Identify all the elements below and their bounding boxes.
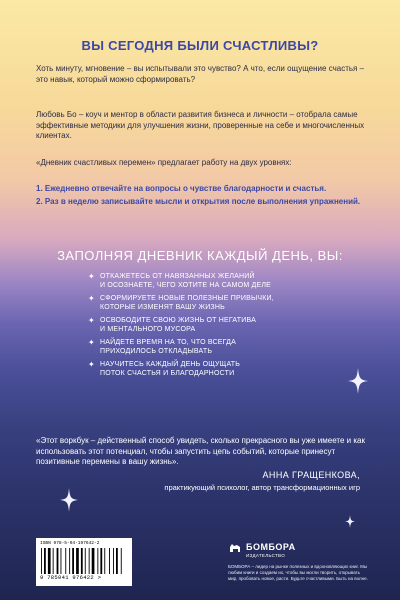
benefit-item — [88, 316, 328, 336]
sparkle-star-icon — [60, 488, 78, 512]
publisher-subtitle: ИЗДАТЕЛЬСТВО — [246, 553, 286, 558]
publisher-block — [228, 540, 368, 582]
intro-paragraph-3: «Дневник счастливых перемен» предлагает работу на двух уровнях: — [36, 158, 292, 167]
benefit-text: ОТКАЖЕТЕСЬ ОТ НАВЯЗАННЫХ ЖЕЛАНИЙ И ОСОЗНАЕТЕ, ЧЕГО ХОТИТЕ НА САМОМ ДЕЛЕ — [100, 273, 271, 289]
intro-paragraph-2: Любовь Бо – коуч и ментор в области развития бизнеса и личности – отобрала самые эффективные методики для улучшения жизни, проверенные на себе и многочисленных клиентах. — [36, 110, 365, 140]
benefits-list — [88, 272, 328, 382]
benefit-item — [88, 272, 328, 292]
sparkle-star-icon — [348, 368, 368, 394]
section-title: ЗАПОЛНЯЯ ДНЕВНИК КАЖДЫЙ ДЕНЬ, ВЫ: — [57, 248, 343, 263]
barcode-bars — [40, 548, 128, 574]
author-role: практикующий психолог, автор трансформационных игр — [164, 483, 360, 492]
author-name: АННА ГРАЩЕНКОВА, — [262, 470, 360, 480]
sparkle-icon: ✦ — [88, 360, 95, 369]
benefit-item — [88, 338, 328, 358]
sparkle-icon: ✦ — [88, 272, 95, 281]
benefit-text: СФОРМИРУЕТЕ НОВЫЕ ПОЛЕЗНЫЕ ПРИВЫЧКИ, КОТОРЫЕ ИЗМЕНЯТ ВАШУ ЖИЗНЬ — [100, 295, 274, 311]
barcode — [36, 538, 132, 586]
steps-list — [36, 184, 366, 209]
quote-author — [164, 470, 360, 492]
benefit-text: НАЙДЕТЕ ВРЕМЯ НА ТО, ЧТО ВСЕГДА ПРИХОДИЛОСЬ ОТКЛАДЫВАТЬ — [100, 339, 236, 355]
step-2: 2. Раз в неделю записывайте мысли и открытия после выполнения упражнений. — [36, 196, 361, 206]
publisher-name: БОМБОРА — [246, 542, 296, 552]
dog-logo-icon — [228, 540, 242, 554]
step-1: 1. Ежедневно отвечайте на вопросы о чувстве благодарности и счастья. — [36, 184, 327, 193]
benefit-item — [88, 360, 328, 380]
sparkle-icon: ✦ — [88, 294, 95, 303]
barcode-number: 9 785041 976422 > — [40, 574, 102, 581]
isbn-text: ISBN 978-5-04-197642-2 — [40, 541, 100, 546]
publisher-description: БОМБОРА – лидер на рынке полезных и вдохновляющих книг. Мы любим книги и создаем их, чтобы вы могли творить, открывать мир, пробовать новое, расти. Будьте счастливыми. Быть на волне. — [228, 564, 368, 581]
sparkle-star-icon — [345, 515, 355, 528]
headline: ВЫ СЕГОДНЯ БЫЛИ СЧАСТЛИВЫ? — [81, 38, 319, 53]
sparkle-icon: ✦ — [88, 338, 95, 347]
intro-paragraph-1: Хоть минуту, мгновение – вы испытывали это чувство? А что, если ощущение счастья – это навык, который можно сформировать? — [36, 64, 365, 84]
testimonial-quote: «Этот воркбук – действенный способ увидеть, сколько прекрасного вы уже имеете и как использовать этот потенциал, чтобы запустить цепь событий, которые принесут позитивные перемены в вашу жизнь». — [36, 436, 365, 466]
benefit-text: НАУЧИТЕСЬ КАЖДЫЙ ДЕНЬ ОЩУЩАТЬ ПОТОК СЧАСТЬЯ И БЛАГОДАРНОСТИ — [100, 361, 241, 377]
benefit-text: ОСВОБОДИТЕ СВОЮ ЖИЗНЬ ОТ НЕГАТИВА И МЕНТАЛЬНОГО МУСОРА — [100, 317, 256, 333]
sparkle-icon: ✦ — [88, 316, 95, 325]
benefit-item — [88, 294, 328, 314]
